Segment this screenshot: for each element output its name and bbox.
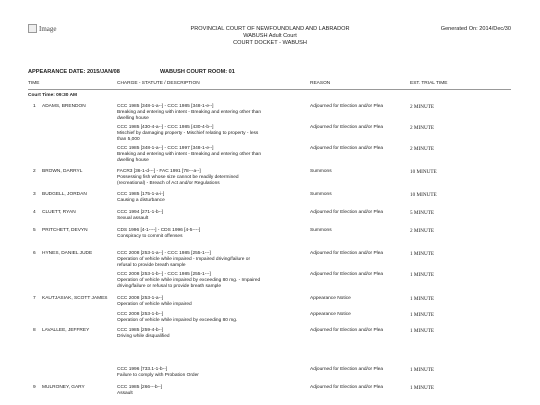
- charge-line: Failure to comply with Probation Order: [117, 372, 199, 378]
- charge-description: [117, 228, 307, 240]
- charge-line: (recreational) - Breach of Act and/or Regulations: [117, 180, 220, 186]
- charge-line: CCC 1985 [259-4-b--]: [117, 328, 164, 333]
- est-trial-time: 1 MINUTE: [410, 328, 435, 334]
- charge-line: Operation of vehicle while impaired - Impaired driving/failure or: [117, 256, 251, 262]
- accused-name: HYNES, DANIEL JUDE: [42, 251, 93, 256]
- appearance-reason: Adjourned for Election and/or Plea: [310, 367, 384, 372]
- accused-name: BUDGELL, JORDAN: [42, 192, 87, 197]
- appearance-reason: Summons: [310, 169, 332, 174]
- est-trial-time: 1 MINUTE: [410, 312, 435, 318]
- est-trial-time: 2 MINUTE: [410, 228, 435, 234]
- charge-line: CCC 2008 [253-1-a--]: [117, 296, 164, 301]
- est-trial-time: 1 MINUTE: [410, 367, 435, 373]
- charge-line: CCC 1996 [733.1-1-b--]: [117, 367, 168, 372]
- case-number: 2: [33, 169, 36, 174]
- accused-name: MULRONEY, GARY: [42, 385, 85, 390]
- charge-line: Breaking and entering with intent - Breaking and entering other than: [117, 151, 262, 157]
- charge-line: CCC 2008 [253-1-b--] - CCC 1985 [255-1---]: [117, 272, 211, 277]
- charge-line: CCC 1985 [348-1-a--] - CCC 1997 [348-1-e--]: [117, 146, 214, 151]
- est-trial-time: 1 MINUTE: [410, 272, 435, 278]
- charge-line: dwelling house: [117, 157, 149, 163]
- charge-description: [117, 104, 307, 121]
- charge-line: Breaking and entering with intent - Breaking and entering other than: [117, 109, 262, 115]
- case-number: 1: [33, 104, 36, 109]
- col-est-trial-time: EST. TRIAL TIME: [410, 81, 448, 86]
- charge-description: [117, 328, 307, 340]
- charge-line: CCC 2008 [253-1-b--]: [117, 312, 164, 317]
- appearance-reason: Adjourned for Election and/or Plea: [310, 385, 384, 390]
- charge-line: than 5,000: [117, 136, 140, 142]
- accused-name: KAUTJASIAK, SCOTT JAMES: [42, 296, 108, 301]
- appearance-reason: Adjourned for Election and/or Plea: [310, 125, 384, 130]
- case-number: 6: [33, 251, 36, 256]
- est-trial-time: 2 MINUTE: [410, 104, 435, 110]
- generated-date: Generated On: 2014/Dec/30: [440, 26, 511, 32]
- appearance-reason: Adjourned for Election and/or Plea: [310, 146, 384, 151]
- appearance-date: APPEARANCE DATE: 2015/JAN/08: [28, 69, 120, 75]
- accused-name: ADAMS, BRENDON: [42, 104, 86, 109]
- appearance-reason: Adjourned for Election and/or Plea: [310, 210, 384, 215]
- docket-title: COURT DOCKET - WABUSH: [233, 40, 307, 47]
- est-trial-time: 2 MINUTE: [410, 146, 435, 152]
- charge-line: CCC 1985 [266---b--]: [117, 385, 163, 390]
- appearance-reason: Adjourned for Election and/or Plea: [310, 104, 384, 109]
- est-trial-time: 10 MINUTE: [410, 192, 437, 198]
- col-time: TIME: [28, 81, 40, 86]
- charge-line: driving/failure or refusal to provide breath sample: [117, 283, 221, 289]
- charge-line: CCC 2008 [253-1-a--] - CCC 1985 [255-1---]: [117, 251, 211, 256]
- charge-description: [117, 169, 307, 186]
- charge-line: CCC 1985 [175-1-a-i-]: [117, 192, 165, 197]
- charge-line: refusal to provide breath sample: [117, 262, 186, 268]
- charge-line: Causing a disturbance: [117, 197, 165, 203]
- case-number: 7: [33, 296, 36, 301]
- charge-description: [117, 125, 307, 142]
- appearance-reason: Summons: [310, 228, 332, 233]
- court-time: Court Time: 09:30 AM: [28, 93, 78, 98]
- est-trial-time: 1 MINUTE: [410, 251, 435, 257]
- charge-line: FACR3 [36-1-d---] - FAC 1991 [78---a--]: [117, 169, 201, 174]
- charge-line: Mischief by damaging property - Mischief relating to property - less: [117, 130, 259, 136]
- accused-name: LAVALLEE, JEFFREY: [42, 328, 90, 333]
- charge-line: Possessing fish whose size cannot be readily determined: [117, 174, 239, 180]
- case-number: 9: [33, 385, 36, 390]
- col-charge: CHARGE - STATUTE / DESCRIPTION: [117, 81, 200, 86]
- court-division: WABUSH Adult Court: [243, 33, 297, 40]
- est-trial-time: 10 MINUTE: [410, 169, 437, 175]
- est-trial-time: 5 MINUTE: [410, 210, 435, 216]
- appearance-reason: Adjourned for Election and/or Plea: [310, 251, 384, 256]
- appearance-reason: Appearance Notice: [310, 296, 351, 301]
- charge-line: Operation of vehicle while impaired by exceeding 80 mg. - Impaired: [117, 277, 261, 283]
- court-room: WABUSH COURT ROOM: 01: [160, 69, 235, 75]
- charge-description: [117, 146, 307, 163]
- charge-line: dwelling house: [117, 115, 149, 121]
- case-number: 5: [33, 228, 36, 233]
- case-number: 8: [33, 328, 36, 333]
- court-name: PROVINCIAL COURT OF NEWFOUNDLAND AND LABRADOR: [190, 26, 350, 32]
- accused-name: CLUETT, RYAN: [42, 210, 76, 215]
- charge-line: Driving while disqualified: [117, 333, 170, 339]
- case-number: 4: [33, 210, 36, 215]
- appearance-reason: Appearance Notice: [310, 312, 351, 317]
- charge-line: CCC 1985 [430-4-a--] - CCC 1985 [430-4-b--]: [117, 125, 214, 130]
- charge-line: Operation of vehicle while impaired: [117, 301, 192, 307]
- accused-name: BROWN, DARRYL: [42, 169, 83, 174]
- charge-line: CDS 1996 [4-1----] - CDS 1996 [4-5----]: [117, 228, 201, 233]
- charge-line: Conspiracy to commit offenses: [117, 233, 183, 239]
- image-alt-text: Image: [39, 24, 57, 33]
- charge-description: [117, 296, 307, 308]
- charge-description: [117, 312, 307, 324]
- charge-description: [117, 385, 307, 397]
- appearance-reason: Adjourned for Election and/or Plea: [310, 272, 384, 277]
- charge-line: CCC 1985 [348-1-a--] - CCC 1985 [348-1-e--]: [117, 104, 214, 109]
- appearance-reason: Adjourned for Election and/or Plea: [310, 328, 384, 333]
- case-number: 3: [33, 192, 36, 197]
- charge-line: Operation of vehicle while impaired by exceeding 80 mg.: [117, 317, 238, 323]
- charge-description: [117, 251, 307, 268]
- est-trial-time: 1 MINUTE: [410, 385, 435, 391]
- col-reason: REASON: [310, 81, 331, 86]
- charge-description: [117, 272, 307, 289]
- est-trial-time: 2 MINUTE: [410, 125, 435, 131]
- charge-description: [117, 210, 307, 222]
- charge-line: Sexual assault: [117, 215, 149, 221]
- charge-line: CCC 1994 [271-1-b--]: [117, 210, 164, 215]
- charge-description: [117, 192, 307, 204]
- accused-name: PRITCHETT, DEVYN: [42, 228, 88, 233]
- charge-description: [117, 367, 307, 379]
- charge-line: Assault: [117, 390, 133, 396]
- est-trial-time: 1 MINUTE: [410, 296, 435, 302]
- appearance-reason: Summons: [310, 192, 332, 197]
